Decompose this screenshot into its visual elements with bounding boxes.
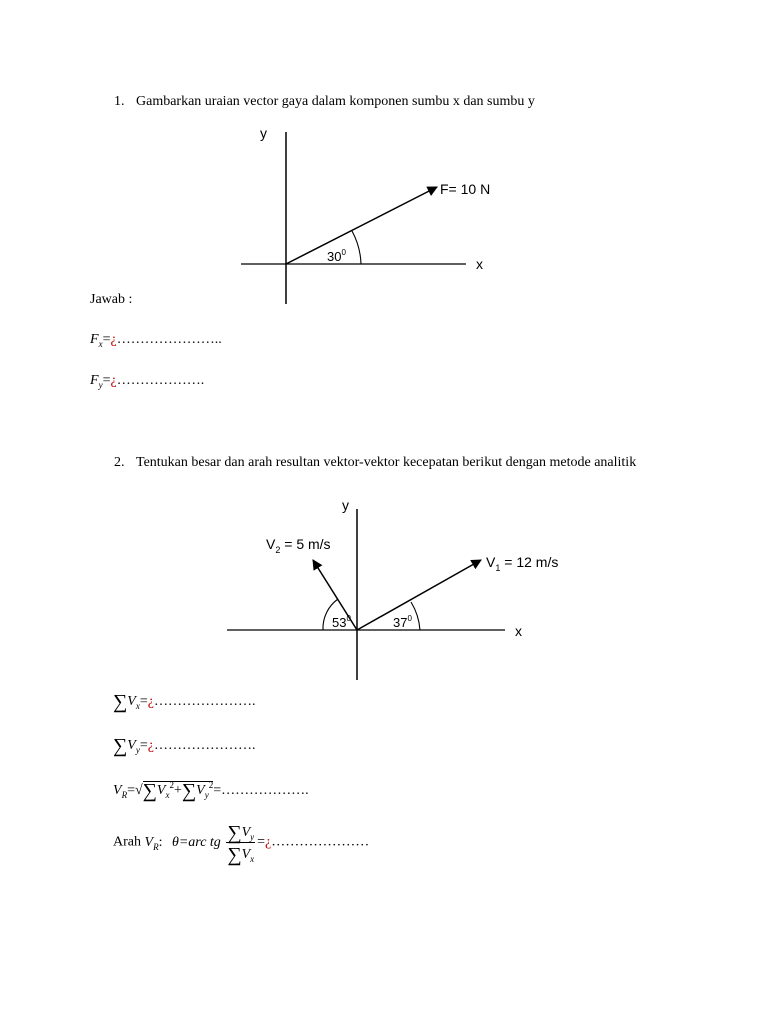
angle-left-label: $53^0$: [332, 614, 351, 630]
x-axis-label-2: x: [515, 623, 522, 639]
sum-vy-line: $\sum V_y=¿\dots\dots\dots\dots\dots\dots\dots$.: [113, 735, 256, 757]
y-axis-label-2: y: [342, 497, 349, 513]
angle-unit: 0: [341, 248, 346, 257]
answer-heading: Jawab :: [90, 292, 133, 307]
question-2-text: Tentukan besar dan arah resultan vektor-vektor kecepatan berikut dengan metode analitik: [136, 455, 637, 470]
fx-blank: …………………..: [116, 332, 222, 347]
sum-vx-blank: ………………….: [153, 694, 256, 709]
angle-label: [327, 248, 346, 264]
question-2-number: 2.: [114, 455, 125, 470]
question-1-text: Gambarkan uraian vector gaya dalam komponen sumbu x dan sumbu y: [136, 94, 535, 109]
x-axis-label: x: [476, 256, 483, 272]
v1-vector: [357, 560, 481, 630]
arah-line: Arah $V_R$: θ=arc tg $\frac{\sum V_y}{\sum V_x}$ =¿…………………: [113, 822, 370, 866]
v1-label: $V_1 = 12$ m/s: [486, 554, 559, 573]
fy-blank: ……………….: [116, 373, 205, 388]
sum-vy-blank: ………………….: [153, 738, 256, 753]
arah-fraction: $\frac{\sum V_y}{\sum V_x}$: [227, 822, 255, 866]
fx-answer-line: $F_x=¿\dots\dots\dots\dots\dots\dots\dots$..: [90, 332, 222, 349]
angle-arc-right: [411, 602, 420, 630]
angle-right-label: $37^0$: [393, 614, 412, 630]
angle-arc: [352, 231, 361, 264]
force-vector: [286, 187, 437, 264]
fy-answer-line: $F_y=¿\dots\dots\dots\dots\dots\dots$.: [90, 373, 205, 390]
v2-label: $V_2 = 5$ m/s: [266, 536, 331, 555]
sum-vx-line: $\sum V_x=¿\dots\dots\dots\dots\dots\dots\dots$.: [113, 691, 256, 713]
vr-line: $V_R=√\sum V_x^2+\sum V_y^2=\dots\dots\dots\dots\dots\dots$.: [113, 780, 309, 802]
force-label: F= 10 N: [440, 181, 491, 197]
vr-blank: ……………….: [221, 783, 309, 798]
angle-value: 30: [327, 249, 342, 264]
question-1-number: 1.: [114, 94, 125, 109]
arah-blank: …………………: [271, 834, 370, 850]
question-2: [114, 454, 636, 472]
y-axis-label: y: [260, 125, 267, 141]
arah-label: Arah: [113, 834, 141, 850]
